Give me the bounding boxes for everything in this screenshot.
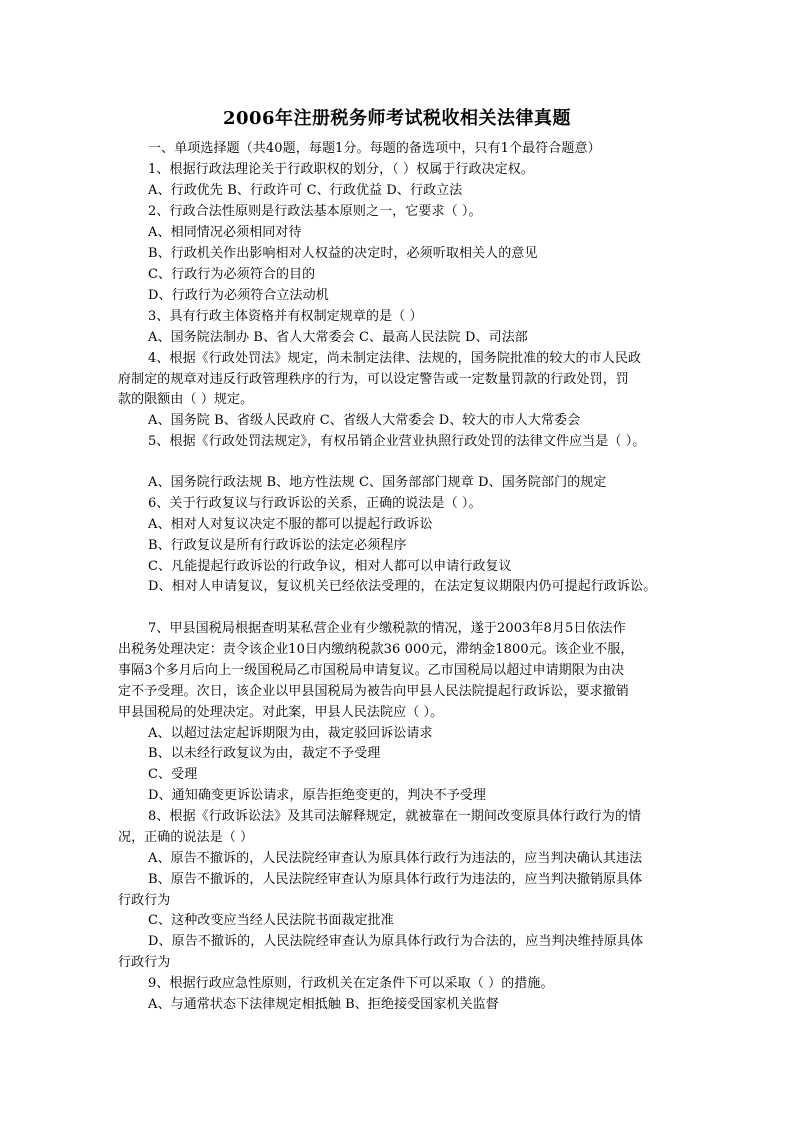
- question-7-line-5: 甲县国税局的处理决定。对此案，甲县人民法院应（ ）。: [118, 705, 444, 720]
- question-6-option-a: A、相对人对复议决定不服的都可以提起行政诉讼: [148, 517, 433, 532]
- question-2: 2、行政合法性原则是行政法基本原则之一，它要求（ ）。: [148, 204, 482, 219]
- question-8-line-2: 况，正确的说法是（ ）: [118, 830, 254, 845]
- question-6-option-c: C、凡能提起行政诉讼的行政争议，相对人都可以申请行政复议: [148, 559, 512, 574]
- question-7-option-b: B、以未经行政复议为由，裁定不予受理: [148, 746, 381, 761]
- question-8-option-b-line-2: 行政行为: [118, 893, 171, 908]
- question-3: 3、具有行政主体资格并有权制定规章的是（ ）: [148, 309, 423, 324]
- section-heading: 一、单项选择题（共40题，每题1分。每题的备选项中，只有1个最符合题意）: [148, 141, 601, 156]
- question-5-options: A、国务院行政法规 B、地方性法规 C、国务部部门规章 D、国务院部门的规定: [148, 475, 607, 490]
- question-9: 9、根据行政应急性原则，行政机关在定条件下可以采取（ ）的措施。: [148, 976, 554, 991]
- question-8-option-a: A、原告不撤诉的，人民法院经审查认为原具体行政行为违法的，应当判决确认其违法: [148, 851, 643, 866]
- question-5: 5、根据《行政处罚法规定》，有权吊销企业营业执照行政处罚的法律文件应当是（ ）。: [148, 434, 646, 449]
- question-4-line-3: 款的限额由（ ）规定。: [118, 392, 254, 407]
- question-1: 1、根据行政法理论关于行政职权的划分，（ ）权属于行政决定权。: [148, 162, 535, 177]
- question-7-line-3: 事隔3个多月后向上一级国税局乙市国税局申请复议。乙市国税局以超过申请期限为由决: [118, 663, 625, 678]
- question-9-options: A、与通常状态下法律规定相抵触 B、拒绝接受国家机关监督: [148, 997, 499, 1012]
- document-title: 2006年注册税务师考试税收相关法律真题: [222, 108, 572, 129]
- question-4-line-1: 4、根据《行政处罚法》规定，尚未制定法律、法规的，国务院批准的较大的市人民政: [148, 351, 642, 366]
- question-2-option-d: D、行政行为必须符合立法动机: [148, 288, 329, 303]
- question-1-options: A、行政优先 B、行政许可 C、行政优益 D、行政立法: [148, 183, 463, 198]
- question-6-option-d: D、相对人申请复议，复议机关已经依法受理的，在法定复议期限内仍可提起行政诉讼。: [148, 579, 657, 594]
- question-7-line-2: 出税务处理决定：责令该企业10日内缴纳税款36 000元，滞纳金1800元。该企业不服，: [118, 642, 634, 657]
- question-7-option-a: A、以超过法定起诉期限为由，裁定驳回诉讼请求: [148, 726, 433, 741]
- question-3-options: A、国务院法制办 B、省人大常委会 C、最高人民法院 D、司法部: [148, 330, 528, 345]
- question-2-option-c: C、行政行为必须符合的目的: [148, 267, 316, 282]
- question-8-line-1: 8、根据《行政诉讼法》及其司法解释规定，就被靠在一期间改变原具体行政行为的情: [148, 809, 642, 824]
- question-8-option-b-line-1: B、原告不撤诉的，人民法院经审查认为原具体行政行为违法的，应当判决撤销原具体: [148, 872, 643, 887]
- question-4-options: A、国务院 B、省级人民政府 C、省级人大常委会 D、较大的市人大常委会: [148, 413, 581, 428]
- question-2-option-b: B、行政机关作出影响相对人权益的决定时，必须听取相关人的意见: [148, 246, 538, 261]
- question-2-option-a: A、相同情况必须相同对待: [148, 225, 302, 240]
- question-4-line-2: 府制定的规章对违反行政管理秩序的行为，可以设定警告或一定数量罚款的行政处罚，罚: [118, 372, 629, 387]
- question-6-option-b: B、行政复议是所有行政诉讼的法定必须程序: [148, 538, 407, 553]
- question-7-line-4: 定不予受理。次日，该企业以甲县国税局为被告向甲县人民法院提起行政诉讼，要求撤销: [118, 684, 629, 699]
- question-7-line-1: 7、甲县国税局根据查明某私营企业有少缴税款的情况，遂于2003年8月5日依法作: [148, 621, 626, 636]
- question-7-option-c: C、受理: [148, 767, 198, 782]
- question-8-option-c: C、这种改变应当经人民法院书面裁定批准: [148, 913, 394, 928]
- question-7-option-d: D、通知确变更诉讼请求，原告拒绝变更的，判决不予受理: [148, 788, 487, 803]
- question-8-option-d-line-1: D、原告不撤诉的，人民法院经审查认为原具体行政行为合法的，应当判决维持原具体: [148, 934, 644, 949]
- question-8-option-d-line-2: 行政行为: [118, 955, 171, 970]
- question-6: 6、关于行政复议与行政诉讼的关系，正确的说法是（ ）。: [148, 496, 482, 511]
